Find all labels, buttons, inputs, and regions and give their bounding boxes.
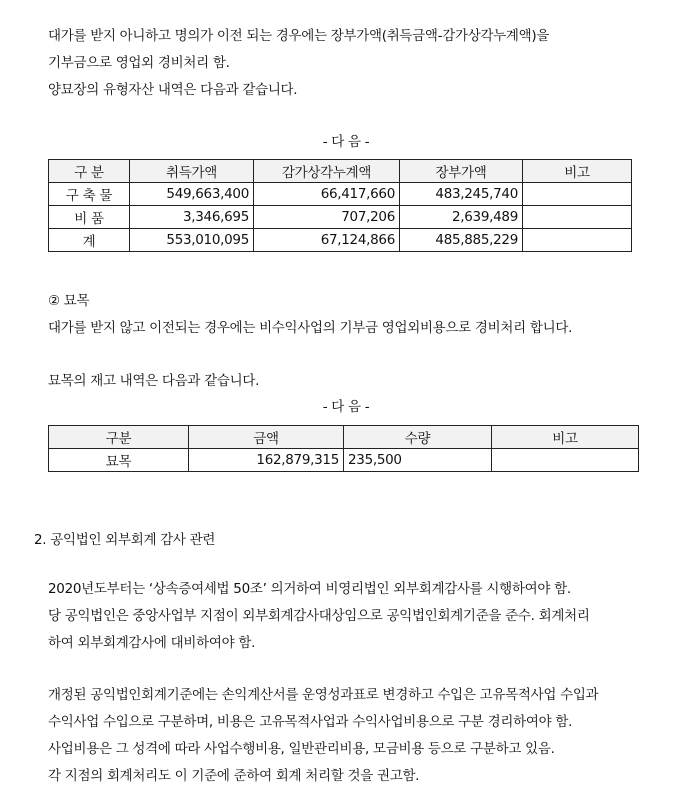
cell-amount: 162,879,315 <box>189 449 344 472</box>
fixed-assets-table <box>48 159 632 252</box>
cell-category: 계 <box>49 229 130 252</box>
table1-title: - 다 음 - <box>322 134 370 150</box>
intro-line-1: 대가를 받지 아니하고 명의가 이전 되는 경우에는 장부가액(취득금액-감가상각누계액)을 <box>48 28 550 44</box>
table-row <box>49 206 632 229</box>
table-row-total <box>49 229 632 252</box>
intro-line-3: 양묘장의 유형자산 내역은 다음과 같습니다. <box>48 82 298 98</box>
header-acquisition-cost: 취득가액 <box>130 160 254 183</box>
header-amount: 금액 <box>189 426 344 449</box>
section-2-heading: 2. 공익법인 외부회계 감사 관련 <box>34 532 216 548</box>
table-row <box>49 183 632 206</box>
header-remarks: 비고 <box>492 426 639 449</box>
header-book-value: 장부가액 <box>400 160 523 183</box>
header-quantity: 수량 <box>344 426 492 449</box>
seedling-inventory-table <box>48 425 639 472</box>
cell-quantity: 235,500 <box>344 449 492 472</box>
section-b-heading: ② 묘목 <box>48 293 90 309</box>
section-b-text: 대가를 받지 않고 이전되는 경우에는 비수익사업의 기부금 영업외비용으로 경비처리 합니다. <box>48 320 573 336</box>
cell-remarks <box>492 449 639 472</box>
cell-accumulated-depreciation: 67,124,866 <box>254 229 400 252</box>
header-remarks: 비고 <box>523 160 632 183</box>
cell-accumulated-depreciation: 66,417,660 <box>254 183 400 206</box>
table2-title: - 다 음 - <box>322 399 370 415</box>
cell-remarks <box>523 183 632 206</box>
para2-line-1: 개정된 공익법인회계기준에는 손익계산서를 운영성과표로 변경하고 수입은 고유목적사업 수입과 <box>48 687 599 703</box>
cell-remarks <box>523 206 632 229</box>
para2-line-3: 사업비용은 그 성격에 따라 사업수행비용, 일반관리비용, 모금비용 등으로 구분하고 있음. <box>48 741 555 757</box>
cell-book-value: 485,885,229 <box>400 229 523 252</box>
table-header-row <box>49 160 632 183</box>
para1-line-3: 하여 외부회계감사에 대비하여야 함. <box>48 635 256 651</box>
cell-remarks <box>523 229 632 252</box>
header-category: 구 분 <box>49 160 130 183</box>
cell-acquisition-cost: 553,010,095 <box>130 229 254 252</box>
cell-category: 비 품 <box>49 206 130 229</box>
cell-category: 묘목 <box>49 449 189 472</box>
cell-accumulated-depreciation: 707,206 <box>254 206 400 229</box>
header-category: 구분 <box>49 426 189 449</box>
cell-book-value: 483,245,740 <box>400 183 523 206</box>
para2-line-4: 각 지점의 회계처리도 이 기준에 준하여 회계 처리할 것을 권고함. <box>48 768 420 784</box>
cell-acquisition-cost: 3,346,695 <box>130 206 254 229</box>
table-header-row <box>49 426 639 449</box>
cell-book-value: 2,639,489 <box>400 206 523 229</box>
para2-line-2: 수익사업 수입으로 구분하며, 비용은 고유목적사업과 수익사업비용으로 구분 경리하여야 함. <box>48 714 573 730</box>
table-row <box>49 449 639 472</box>
cell-acquisition-cost: 549,663,400 <box>130 183 254 206</box>
inventory-intro: 묘목의 재고 내역은 다음과 같습니다. <box>48 373 260 389</box>
intro-line-2: 기부금으로 영업외 경비처리 함. <box>48 55 230 71</box>
para1-line-1: 2020년도부터는 ‘상속증여세법 50조’ 의거하여 비영리법인 외부회계감사를 시행하여야 함. <box>48 581 571 597</box>
header-accumulated-depreciation: 감가상각누계액 <box>254 160 400 183</box>
cell-category: 구 축 물 <box>49 183 130 206</box>
para1-line-2: 당 공익법인은 중앙사업부 지점이 외부회계감사대상임으로 공익법인회계기준을 준수. 회계처리 <box>48 608 590 624</box>
